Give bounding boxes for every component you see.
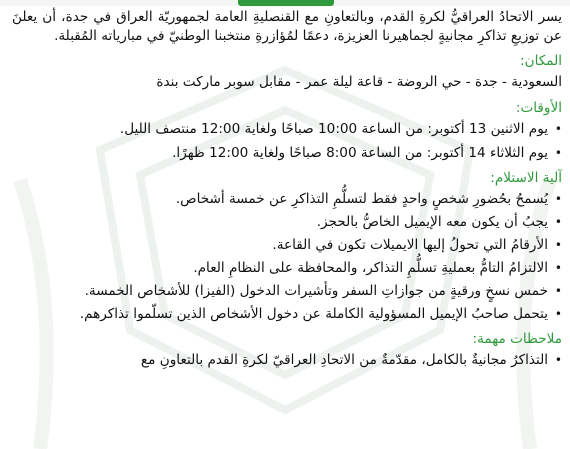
list-item: • يوم الاثنين 13 أكتوبر: من الساعة 10:00 صباحًا ولغاية 12:00 منتصف الليل. (12, 119, 562, 139)
list-item: • يتحمل صاحبُ الإيميل المسؤولية الكاملة عن دخول الأشخاص الذين تسلّموا تذاكرهم. (12, 304, 562, 324)
list-item: • يُسمحُ بحُضورِ شخصٍ واحدٍ فقط لتسلُّمِ التذاكرِ عن خمسة أشخاص. (12, 189, 562, 209)
intro-paragraph: يسر الاتحادُ العراقيُّ لكرةِ القدم، وبالتعاونِ مع القنصليةِ العامة لجمهوريّة العراق في جدة، أن يعلنَ عن توزيعِ تذاكرِ مجانيةٍ لجماهيرنا العزيزة، دعمًا لمُؤازرةِ منتخبنا الوطنيّ في مبارياته المُقبلة. (12, 9, 562, 44)
notes-list (12, 350, 562, 370)
list-item: • التذاكرُ مجانيةٌ بالكامل، مقدّمةٌ من الاتحادِ العراقيّ لكرةِ القدم بالتعاونِ مع (12, 350, 562, 370)
list-item: • الالتزامُ التامُّ بعمليةِ تسلُّمِ التذاكر، والمحافظة على النظامِ العام. (12, 258, 562, 278)
notes-heading: ملاحظات مهمة: (472, 331, 562, 347)
mechanism-list (12, 189, 562, 324)
times-heading: الأوقات: (515, 100, 562, 116)
times-list (12, 119, 562, 163)
list-item: • الأرقامُ التي تحولُ إليها الايميلات تكون في القاعة. (12, 235, 562, 255)
announcement-body (12, 8, 562, 370)
location-text: السعودية - جدة - حي الروضة - قاعة ليلة عمر - مقابل سوبر ماركت بندة (156, 74, 562, 90)
title-banner-fragment (238, 0, 334, 6)
location-heading: المكان: (520, 53, 562, 69)
list-item: • خمس نسخٍ ورقيةٍ من جوازاتِ السفر وتأشيرات الدخول (الفيزا) للأشخاص الخمسة. (12, 281, 562, 301)
list-item: • يجبُ أن يكون معه الإيميل الخاصُّ بالحجز. (12, 212, 562, 232)
mechanism-heading: آلية الاستلام: (490, 170, 562, 186)
list-item: • يوم الثلاثاء 14 أكتوبر: من الساعة 8:00 صباحًا ولغاية 12:00 ظهرًا. (12, 143, 562, 163)
